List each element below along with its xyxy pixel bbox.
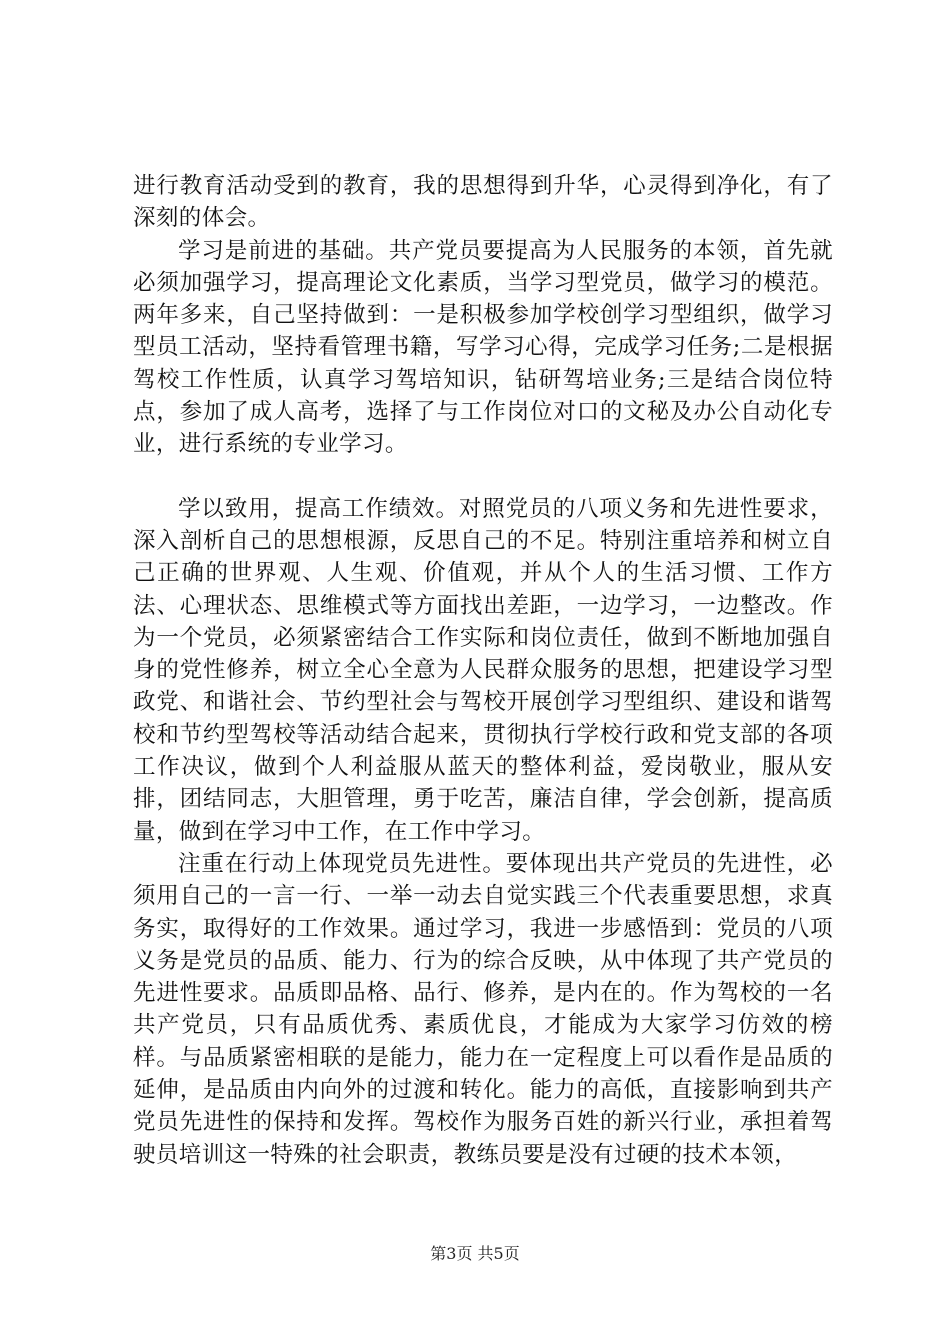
paragraph-1: 进行教育活动受到的教育，我的思想得到升华，心灵得到净化，有了深刻的体会。 (133, 173, 833, 232)
paragraph-3: 学以致用，提高工作绩效。对照党员的八项义务和先进性要求，深入剖析自己的思想根源，反思自己的不足。特别注重培养和树立自己正确的世界观、人生观、价值观，并从个人的生活习惯、工作方法、心理状态、思维模式等方面找出差距，一边学习，一边整改。作为一个党员，必须紧密结合工作实际和岗位责任，做到不断地加强自身的党性修养，树立全心全意为人民群众服务的思想，把建设学习型政党、和谐社会、节约型社会与驾校开展创学习型组织、建设和谐驾校和节约型驾校等活动结合起来，贯彻执行学校行政和党支部的各项工作决议，做到个人利益服从蓝天的整体利益，爱岗敬业，服从安排，团结同志，大胆管理，勇于吃苦，廉洁自律，学会创新，提高质量，做到在学习中工作，在工作中学习。 (133, 495, 833, 845)
page-footer: 第3页 共5页 (430, 1244, 520, 1263)
paragraph-2: 学习是前进的基础。共产党员要提高为人民服务的本领，首先就必须加强学习，提高理论文化素质，当学习型党员，做学习的模范。两年多来，自己坚持做到：一是积极参加学校创学习型组织，做学习型员工活动，坚持看管理书籍，写学习心得，完成学习任务;二是根据驾校工作性质，认真学习驾培知识，钻研驾培业务;三是结合岗位特点，参加了成人高考，选择了与工作岗位对口的文秘及办公自动化专业，进行系统的专业学习。 (133, 237, 833, 458)
paragraph-4: 注重在行动上体现党员先进性。要体现出共产党员的先进性，必须用自己的一言一行、一举一动去自觉实践三个代表重要思想，求真务实，取得好的工作效果。通过学习，我进一步感悟到：党员的八项义务是党员的品质、能力、行为的综合反映，从中体现了共产党员的先进性要求。品质即品格、品行、修养，是内在的。作为驾校的一名共产党员，只有品质优秀、素质优良，才能成为大家学习仿效的榜样。与品质紧密相联的是能力，能力在一定程度上可以看作是品质的延伸，是品质由内向外的过渡和转化。能力的高低，直接影响到共产党员先进性的保持和发挥。驾校作为服务百姓的新兴行业，承担着驾驶员培训这一特殊的社会职责，教练员要是没有过硬的技术本领， (133, 850, 833, 1168)
document-body (133, 170, 833, 1171)
paragraph-spacer (133, 461, 833, 493)
